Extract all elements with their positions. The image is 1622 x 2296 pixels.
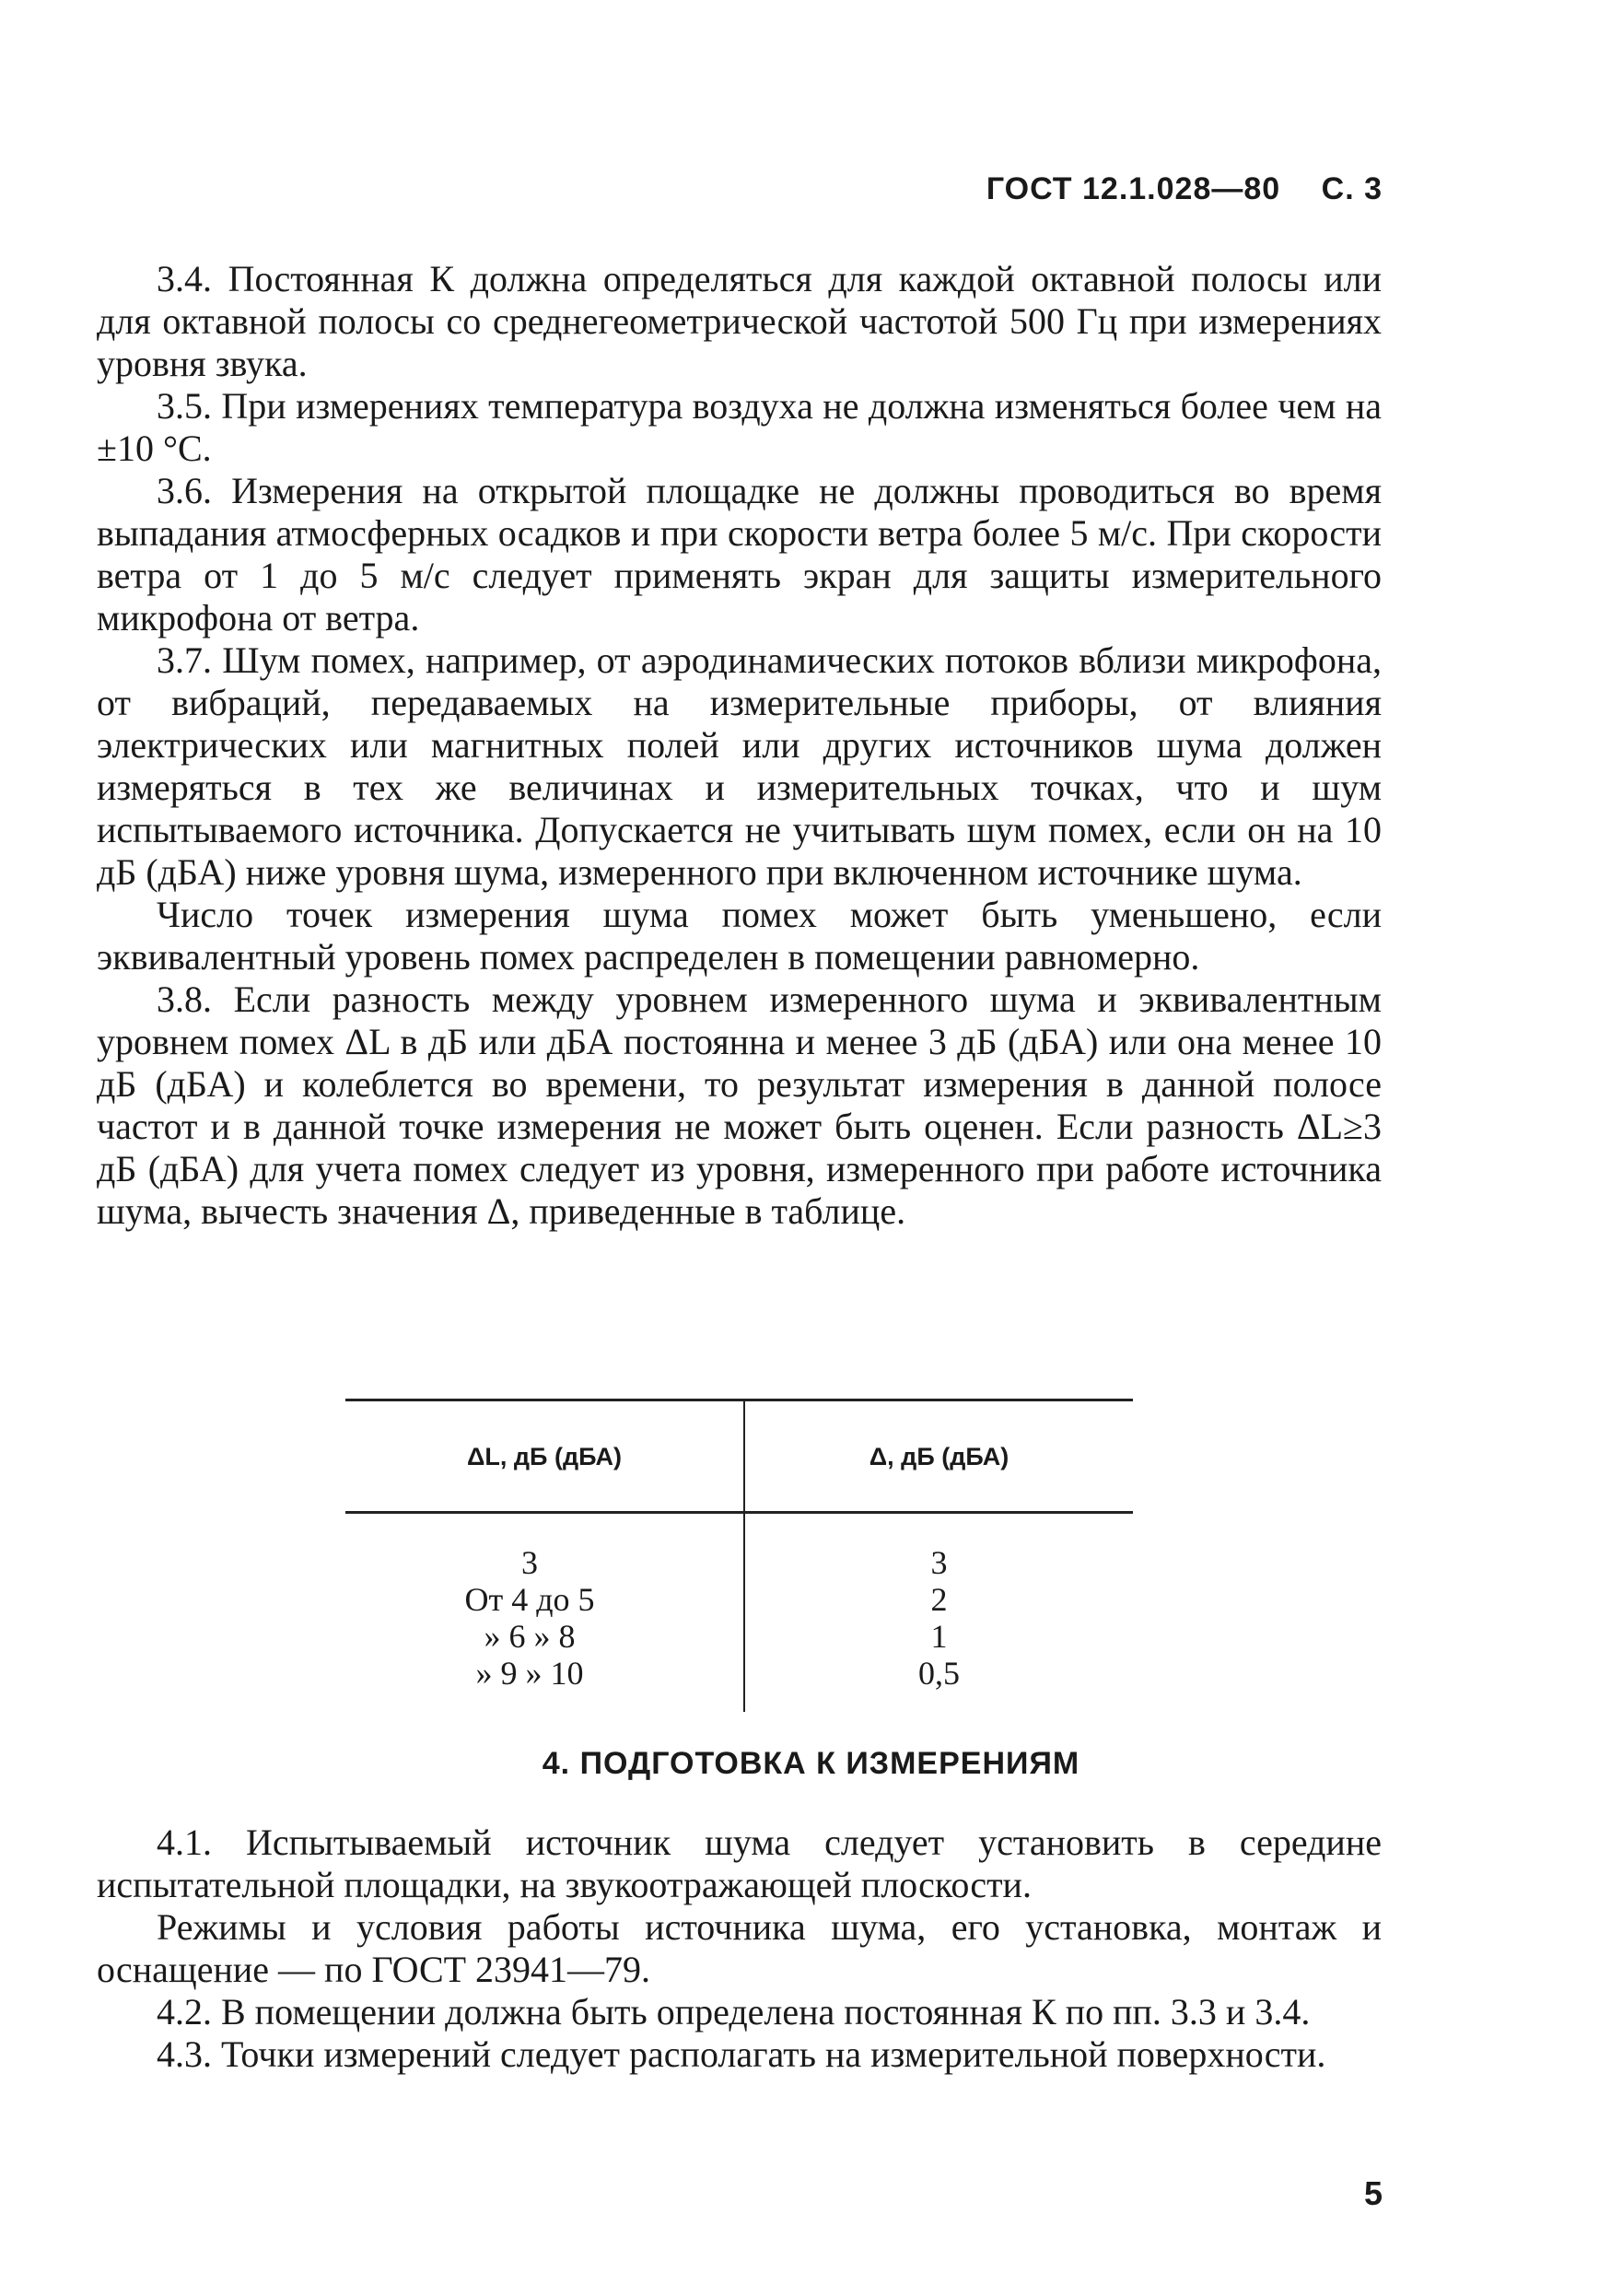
paragraph-4-1: 4.1. Испытываемый источник шума следует установить в середине испытательной площадки, на звукоотражающей плоскости. bbox=[97, 1822, 1382, 1905]
correction-table bbox=[345, 1399, 1133, 1712]
standard-code: ГОСТ 12.1.028—80 bbox=[986, 171, 1281, 206]
table-header-delta: Δ, дБ (дБА) bbox=[869, 1443, 1009, 1470]
paragraph-3-7: 3.7. Шум помех, например, от аэродинамических потоков вблизи микрофона, от вибраций, передаваемых на измерительные приборы, от влияния электрических или магнитных полей или других источников шума должен измеряться в тех же величинах и измерительных точках, что и шум испытываемого источника. Допускается не учитывать шум помех, если он на 10 дБ (дБА) ниже уровня шума, измеренного при включенном источнике шума. bbox=[97, 639, 1382, 893]
paragraph-3-8: 3.8. Если разность между уровнем измеренного шума и эквивалентным уровнем помех ΔL в дБ или дБА постоянна и менее 3 дБ (дБА) или она менее 10 дБ (дБА) и колеблется во времени, то результат измерения в данной полосе частот и в данной точке измерения не может быть оценен. Если разность ΔL≥3 дБ (дБА) для учета помех следует из уровня, измеренного при работе источника шума, вычесть значения Δ, приведенные в таблице. bbox=[97, 978, 1382, 1232]
table-cell: 3 bbox=[930, 1544, 948, 1581]
paragraph-3-7-note: Число точек измерения шума помех может быть уменьшено, если эквивалентный уровень помех распределен в помещении равномерно. bbox=[97, 894, 1382, 978]
paragraph-3-6: 3.6. Измерения на открытой площадке не должны проводиться во время выпадания атмосферных осадков и при скорости ветра более 5 м/с. При скорости ветра от 1 до 5 м/с следует применять экран для защиты измерительного микрофона от ветра. bbox=[97, 470, 1382, 638]
paragraph-3-4: 3.4. Постоянная К должна определяться для каждой октавной полосы или для октавной полосы со среднегеометрической частотой 500 Гц при измерениях уровня звука. bbox=[97, 258, 1382, 384]
table-cell: » 9 » 10 bbox=[475, 1655, 584, 1692]
table-header-delta-l: ΔL, дБ (дБА) bbox=[467, 1443, 622, 1470]
table-cell: » 6 » 8 bbox=[484, 1618, 576, 1655]
table-column-delta-l bbox=[428, 1544, 631, 1692]
table-cell: 2 bbox=[930, 1581, 948, 1618]
page-number: 5 bbox=[1363, 2174, 1383, 2212]
table-top-rule bbox=[345, 1399, 1133, 1401]
page-header bbox=[986, 171, 1383, 207]
body-text-section-4 bbox=[97, 1822, 1382, 2076]
table-header-rule bbox=[345, 1511, 1133, 1514]
table-cell: 3 bbox=[521, 1544, 538, 1581]
paragraph-3-5: 3.5. При измерениях температура воздуха не должна изменяться более чем на ±10 °С. bbox=[97, 385, 1382, 469]
paragraph-4-3: 4.3. Точки измерений следует располагать на измерительной поверхности. bbox=[157, 2033, 1326, 2075]
section-title: 4. ПОДГОТОВКА К ИЗМЕРЕНИЯМ bbox=[542, 1746, 1080, 1781]
table-cell: 0,5 bbox=[918, 1655, 960, 1692]
table-cell: От 4 до 5 bbox=[464, 1581, 595, 1618]
paragraph-4-1-note: Режимы и условия работы источника шума, его установка, монтаж и оснащение — по ГОСТ 23941—79. bbox=[97, 1906, 1382, 1990]
body-text-section-3 bbox=[97, 258, 1382, 1233]
page-reference: С. 3 bbox=[1321, 171, 1383, 206]
table-cell: 1 bbox=[930, 1618, 948, 1655]
table-column-delta bbox=[745, 1544, 1133, 1692]
paragraph-4-2: 4.2. В помещении должна быть определена постоянная К по пп. 3.3 и 3.4. bbox=[157, 1991, 1311, 2032]
